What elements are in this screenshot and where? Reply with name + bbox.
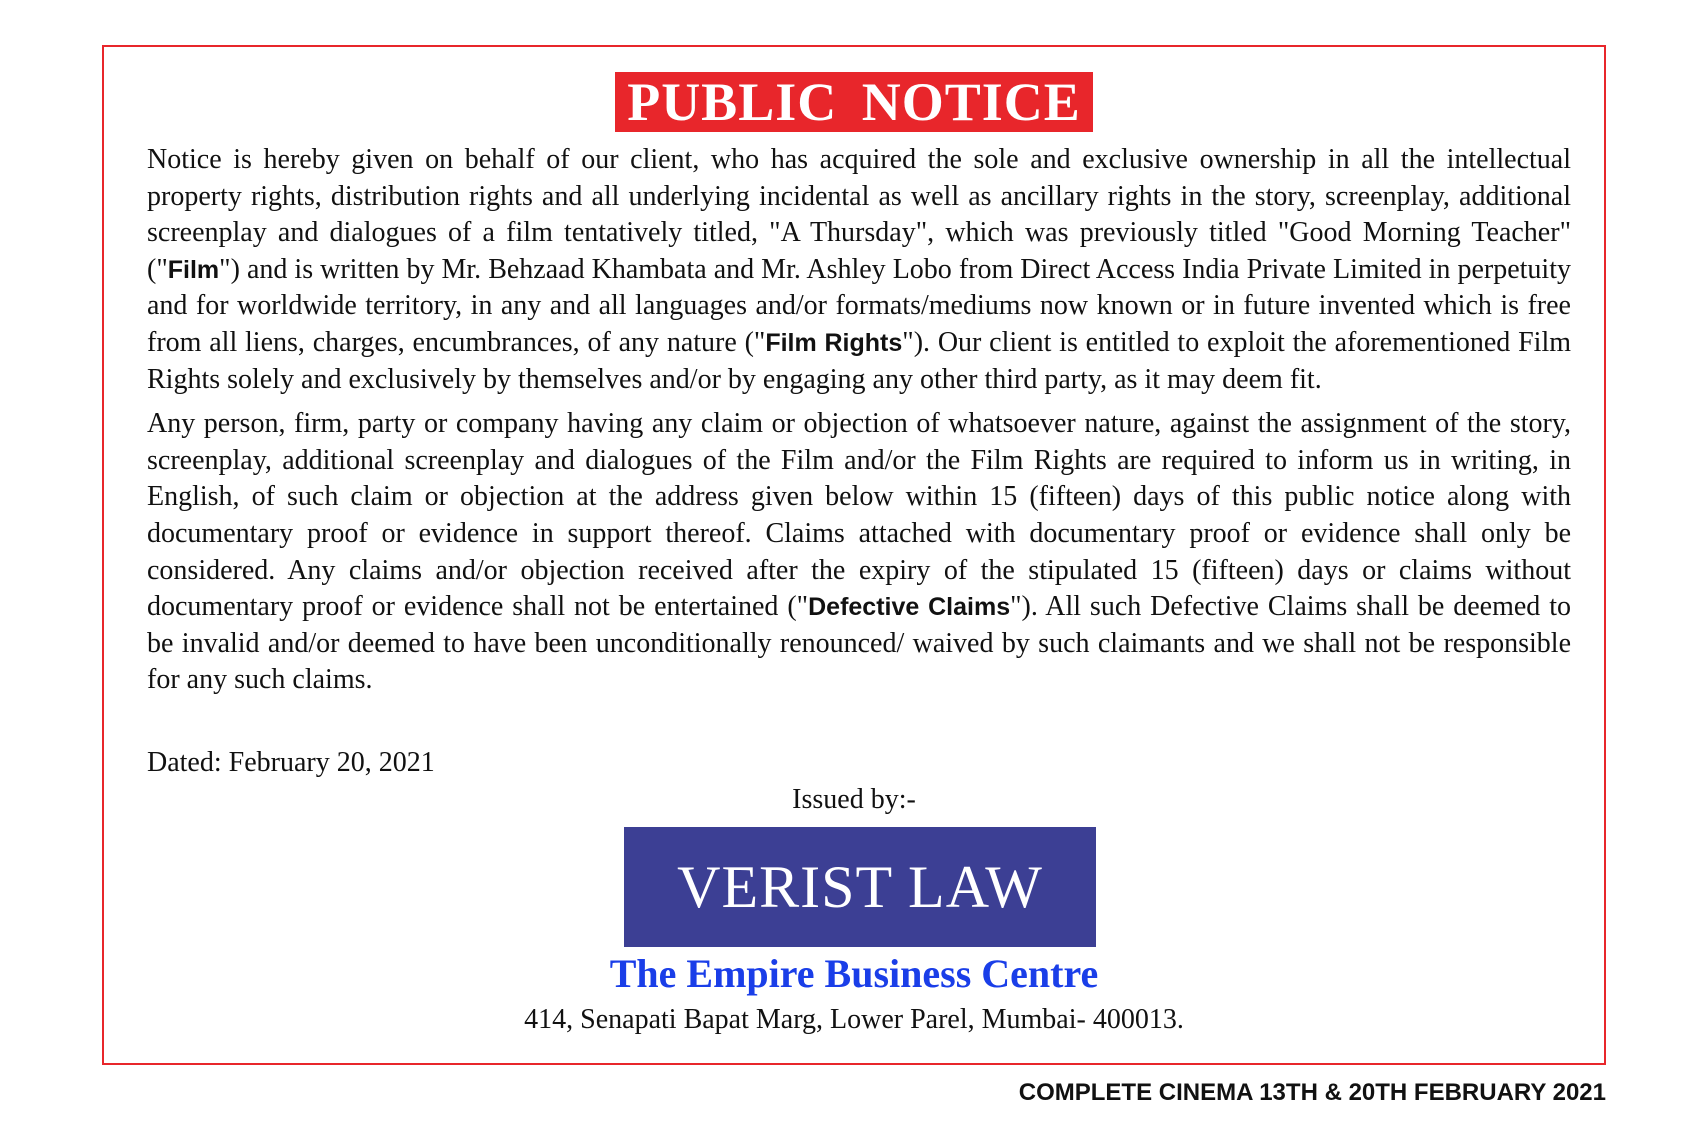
paragraph-2-text-a: Any person, firm, party or company having any claim or objection of whatsoever nature, against the assignment of the story, screenplay, additional screenplay and dialogues of the Film and/or the Film Rights are required to inform us in writing, in English, of such claim or objection at the address given below within 15 (fifteen) days of this public notice along with documentary proof or evidence in support thereof. Claims attached with documentary proof or evidence shall only be considered. Any claims and/or objection received after the expiry of the stipulated 15 (fifteen) days or claims without documentary proof or evidence shall not be entertained (" <box>147 408 1571 623</box>
publication-footer: COMPLETE CINEMA 13TH & 20TH FEBRUARY 2021 <box>1018 1079 1606 1106</box>
notice-paragraph-1 <box>147 142 1571 398</box>
notice-date: Dated: February 20, 2021 <box>147 747 435 778</box>
notice-body <box>147 142 1571 707</box>
paragraph-1-text-b: ") and is written by Mr. Behzaad Khambata and Mr. Ashley Lobo from Direct Access India Private Limited in perpetuity and for worldwide territory, in any and all languages and/or formats/mediums now known or in future invented which is free from all liens, charges, encumbrances, of any nature (" <box>147 253 1571 358</box>
business-centre-name: The Empire Business Centre <box>609 951 1099 996</box>
paragraph-1-text-a: Notice is hereby given on behalf of our client, who has acquired the sole and exclusive ownership in all the intellectual property rights, distribution rights and all underlying incidental as well as ancillary rights in the story, screenplay, additional screenplay and dialogues of a film tentatively titled, "A Thursday", which was previously titled "Good Morning Teacher" (" <box>147 144 1571 285</box>
logo-text: VERIST LAW <box>677 853 1043 920</box>
title-wrap <box>104 72 1604 132</box>
paragraph-1-bold-film-rights: Film Rights <box>765 328 903 357</box>
paragraph-1-bold-film: Film <box>167 255 220 284</box>
verist-law-logo <box>624 827 1096 947</box>
issued-by-label: Issued by:- <box>792 784 916 815</box>
notice-title: PUBLIC NOTICE <box>615 72 1093 132</box>
paragraph-1-text-c: "). Our client is entitled to exploit the aforementioned Film Rights solely and exclusively by themselves and/or by engaging any other third party, as it may deem fit. <box>147 326 1572 395</box>
address-line: 414, Senapati Bapat Marg, Lower Parel, Mumbai- 400013. <box>524 1004 1184 1035</box>
public-notice-frame <box>102 45 1606 1065</box>
paragraph-2-bold-defective-claims: Defective Claims <box>808 593 1011 622</box>
notice-paragraph-2 <box>147 406 1571 699</box>
paragraph-2-text-b: "). All such Defective Claims shall be deemed to be invalid and/or deemed to have been unconditionally renounced/ waived by such claimants and we shall not be responsible for any such claims. <box>147 591 1571 696</box>
